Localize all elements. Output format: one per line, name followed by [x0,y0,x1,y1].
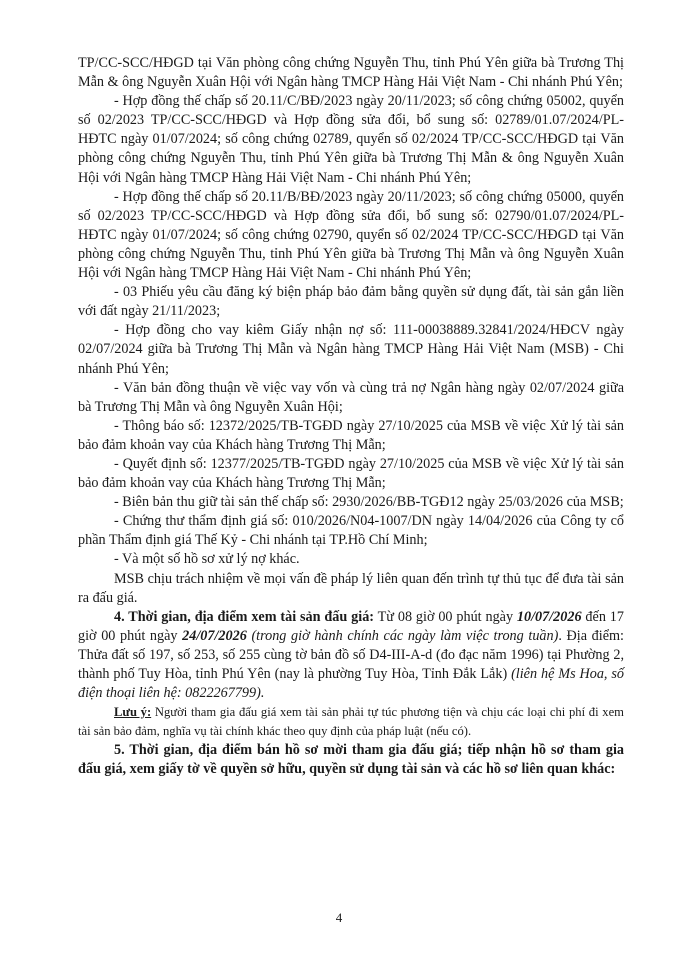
paragraph-valuation-certificate: - Chứng thư thẩm định giá số: 010/2026/N04-1007/DN ngày 14/04/2026 của Công ty cổ phần Thẩm định giá Thế Kỷ - Chi nhánh tại TP.Hồ Chí Minh; [78,513,624,549]
paragraph-mortgage-contract-c: - Hợp đồng thế chấp số 20.11/C/BĐ/2023 ngày 20/11/2023; số công chứng 05002, quyển số 02/2023 TP/CC-SCC/HĐGD và Hợp đồng sửa đổi, bổ sung số: 02789/01.07/2024/PL-HĐTC ngày 01/07/2024; số công chứng 02789, quyển số 02/2024 TP/CC-SCC/HĐGD tại Văn phòng công chứng Nguyễn Thu, tỉnh Phú Yên giữa bà Trương Thị Mẫn & ông Nguyễn Xuân Hội với Ngân hàng TMCP Hàng Hải Việt Nam - Chi nhánh Phú Yên; [78,93,624,186]
section-4-end-date: 24/07/2026 [182,627,247,644]
section-4-viewing-time [78,608,624,703]
section-4-working-hours: (trong giờ hành chính các ngày làm việc trong tuần) [251,627,559,644]
section-4-location: . Địa điểm: Thửa đất số 197, số 253, số 255 cùng tờ bản đồ số D4-III-A-d (đo đạc năm 1996) tại Phường 2, thành phố Tuy Hòa, tỉnh Phú Yên (nay là phường Tuy Hòa, Tỉnh Đắk Lắk) [78,627,624,682]
paragraph-responsibility: MSB chịu trách nhiệm về mọi vấn đề pháp lý liên quan đến trình tự thủ tục để đưa tài sản ra đấu giá. [78,570,624,606]
paragraph-seizure-record: - Biên bản thu giữ tài sản thế chấp số: 2930/2026/BB-TGĐ12 ngày 25/03/2026 của MSB; [114,494,624,511]
section-4-text-2: đến 17 giờ 00 phút ngày [78,608,624,644]
note-paragraph [78,703,624,741]
paragraph-mortgage-contract-b: - Hợp đồng thế chấp số 20.11/B/BĐ/2023 ngày 20/11/2023; số công chứng 05000, quyển số 02/2023 TP/CC-SCC/HĐGD và Hợp đồng sửa đổi, bổ sung số: 02790/01.07/2024/PL-HĐTC ngày 01/07/2024; số công chứng 02790, quyển số 02/2024 TP/CC-SCC/HĐGD tại Văn phòng công chứng Nguyễn Thu, tỉnh Phú Yên giữa bà Trương Thị Mẫn và ông Nguyễn Xuân Hội với Ngân hàng TMCP Hàng Hải Việt Nam - Chi nhánh Phú Yên; [78,188,624,282]
note-text: Người tham gia đấu giá xem tài sản phải tự túc phương tiện và chịu các loại chi phí đi xem tài sản bảo đảm, nghĩa vụ tài chính khác theo quy định của pháp luật (nếu có). [78,705,624,739]
page-number: 4 [335,910,343,925]
paragraph-loan-contract: - Hợp đồng cho vay kiêm Giấy nhận nợ số: 111-00038889.32841/2024/HĐCV ngày 02/07/2024 giữa bà Trương Thị Mẫn và Ngân hàng TMCP Hàng Hải Việt Nam (MSB) - Chi nhánh Phú Yên; [78,322,624,377]
section-4-text-1: Từ 08 giờ 00 phút ngày [374,608,517,625]
paragraph-other-documents: - Và một số hồ sơ xử lý nợ khác. [114,551,300,568]
section-5-heading: 5. Thời gian, địa điểm bán hồ sơ mời tham gia đấu giá; tiếp nhận hồ sơ tham gia đấu giá, xem giấy tờ về quyền sở hữu, quyền sử dụng tài sản và các hồ sơ liên quan khác: [78,742,624,778]
paragraph-consent-document: - Văn bản đồng thuận về việc vay vốn và cùng trả nợ Ngân hàng ngày 02/07/2024 giữa bà Trương Thị Mẫn và ông Nguyễn Xuân Hội; [78,379,624,415]
note-label: Lưu ý: [114,705,152,720]
section-4-contact: (liên hệ Ms Hoa, số điện thoại liên hệ: 0822267799). [78,666,624,702]
paragraph-contract-continued: TP/CC-SCC/HĐGD tại Văn phòng công chứng Nguyễn Thu, tỉnh Phú Yên giữa bà Trương Thị Mẫn & ông Nguyễn Xuân Hội với Ngân hàng TMCP Hàng Hải Việt Nam - Chi nhánh Phú Yên; [78,55,624,91]
section-4-start-date: 10/07/2026 [516,608,582,625]
paragraph-registration-requests: - 03 Phiếu yêu cầu đăng ký biện pháp bảo đảm bằng quyền sử dụng đất, tài sản gắn liền với đất ngày 21/11/2023; [78,284,624,320]
section-4-heading: 4. Thời gian, địa điểm xem tài sản đấu giá: [114,608,375,625]
paragraph-decision: - Quyết định số: 12377/2025/TB-TGĐD ngày 27/10/2025 của MSB về việc Xử lý tài sản bảo đảm khoản vay của Khách hàng Trương Thị Mẫn; [78,455,624,492]
paragraph-notice: - Thông báo số: 12372/2025/TB-TGĐD ngày 27/10/2025 của MSB về việc Xử lý tài sản bảo đảm khoản vay của Khách hàng Trương Thị Mẫn; [78,417,624,453]
